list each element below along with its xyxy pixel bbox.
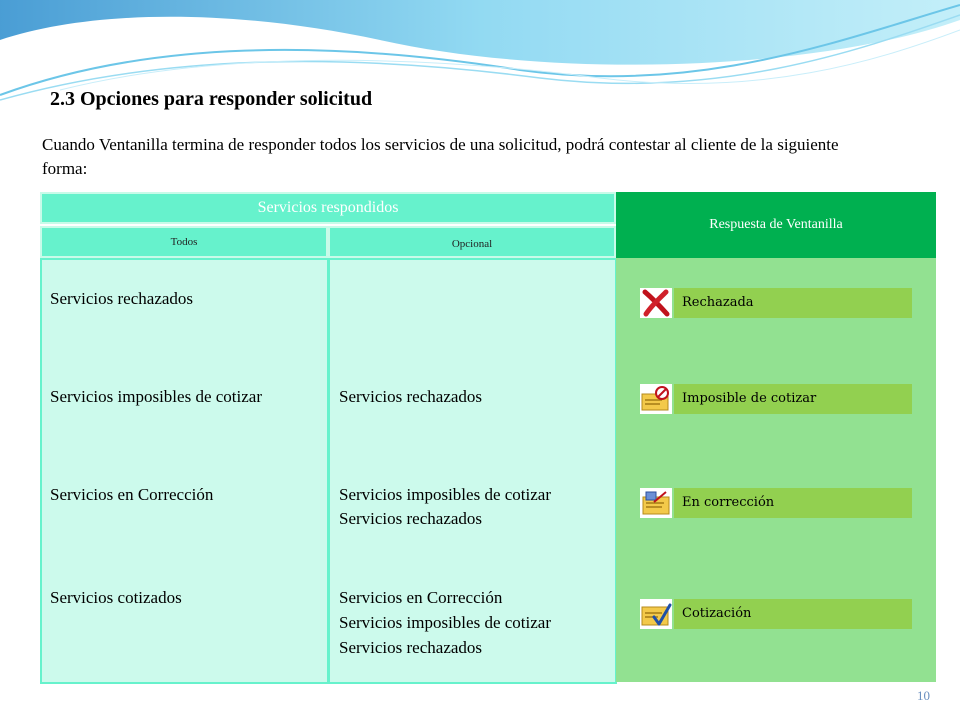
column-todos [40, 258, 329, 684]
opcional-row-4-line-3: Servicios rechazados [339, 638, 483, 657]
response-label: Cotización [674, 599, 912, 629]
todos-row-3: Servicios en Corrección [50, 485, 214, 504]
in-correction-icon [640, 488, 672, 518]
impossible-quote-icon [640, 384, 672, 414]
rejected-x-icon [640, 288, 672, 318]
opcional-row-3-line-2: Servicios rechazados [339, 509, 483, 528]
opcional-row-3-line-1: Servicios imposibles de cotizar [339, 485, 551, 504]
todos-row-4: Servicios cotizados [50, 588, 182, 607]
opcional-row-4-line-1: Servicios en Corrección [339, 588, 503, 607]
quoted-check-icon [640, 599, 672, 629]
response-label: Imposible de cotizar [674, 384, 912, 414]
response-row-cotizacion [640, 599, 912, 629]
header-respuesta-ventanilla: Respuesta de Ventanilla [616, 192, 936, 258]
response-row-imposible [640, 384, 912, 414]
response-row-rechazada [640, 288, 912, 318]
response-label: Rechazada [674, 288, 912, 318]
response-label: En corrección [674, 488, 912, 518]
todos-row-2: Servicios imposibles de cotizar [50, 387, 262, 406]
response-row-correccion [640, 488, 912, 518]
todos-row-1: Servicios rechazados [50, 289, 194, 308]
opcional-row-4-line-2: Servicios imposibles de cotizar [339, 613, 551, 632]
opcional-row-2-line-1: Servicios rechazados [339, 387, 483, 406]
slide-title: 2.3 Opciones para responder solicitud [50, 88, 373, 110]
subheader-opcional: Opcional [328, 226, 616, 258]
intro-paragraph: Cuando Ventanilla termina de responder todos los servicios de una solicitud, podrá contestar al cliente de la siguiente forma: [42, 135, 839, 178]
subheader-todos: Todos [40, 226, 328, 258]
page-number: 10 [917, 688, 930, 703]
header-servicios-respondidos: Servicios respondidos [40, 192, 616, 224]
